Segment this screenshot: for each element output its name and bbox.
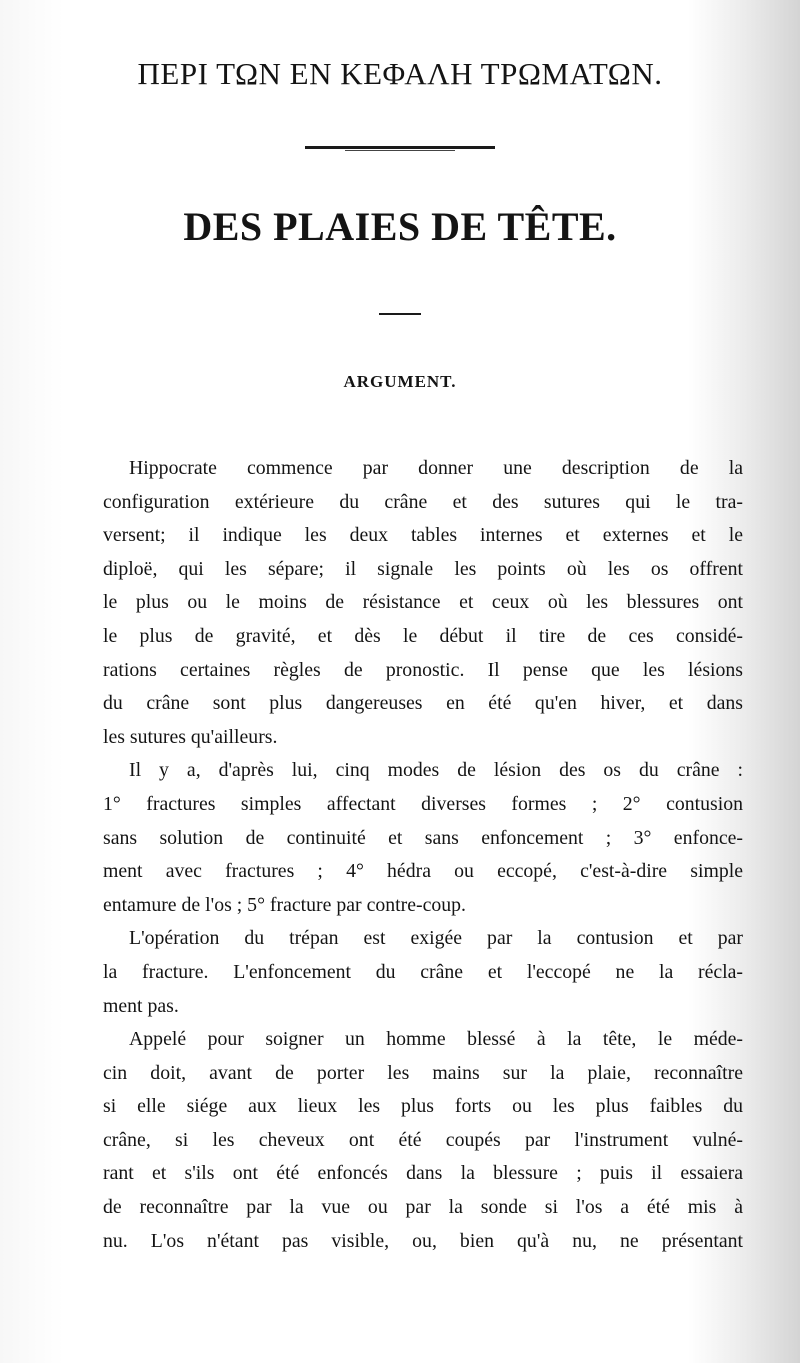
text-line: les sutures qu'ailleurs. <box>103 725 278 748</box>
text-line: rant et s'ils ont été enfoncés dans la blessure ; puis il essaiera <box>103 1162 743 1185</box>
text-line: Hippocrate commence par donner une description de la <box>129 457 743 479</box>
text-line: la fracture. L'enfoncement du crâne et l'eccopé ne la récla- <box>103 960 743 983</box>
chapter-title: DES PLAIES DE TÊTE. <box>183 204 617 249</box>
text-line: crâne, si les cheveux ont été coupés par l'instrument vulné- <box>103 1128 743 1151</box>
text-line: de reconnaître par la vue ou par la sonde si l'os a été mis à <box>103 1196 743 1219</box>
paragraph-4 <box>103 1023 743 1258</box>
paragraph-1 <box>103 452 743 754</box>
text-line: ment avec fractures ; 4° hédra ou eccopé, c'est-à-dire simple <box>103 860 743 883</box>
text-line: rations certaines règles de pronostic. Il pense que les lésions <box>103 658 743 681</box>
body-text <box>103 452 743 1258</box>
text-line: le plus ou le moins de résistance et ceux où les blessures ont <box>103 591 743 614</box>
argument-heading: ARGUMENT. <box>343 372 457 391</box>
text-line: du crâne sont plus dangereuses en été qu'en hiver, et dans <box>103 692 743 715</box>
text-line: Appelé pour soigner un homme blessé à la tête, le méde- <box>129 1028 743 1051</box>
text-line: Il y a, d'après lui, cinq modes de lésion des os du crâne : <box>129 759 743 782</box>
text-line: cin doit, avant de porter les mains sur la plaie, reconnaître <box>103 1061 743 1084</box>
text-line: si elle siége aux lieux les plus forts ou les plus faibles du <box>103 1095 743 1118</box>
paragraph-3 <box>103 922 743 1023</box>
paragraph-2 <box>103 754 743 922</box>
greek-title: ΠΕΡΙ ΤΩΝ ΕΝ ΚΕΦΑΛΗ ΤΡΩΜΑΤΩΝ. <box>137 56 663 91</box>
text-line: L'opération du trépan est exigée par la contusion et par <box>129 927 743 950</box>
text-line: nu. L'os n'étant pas visible, ou, bien qu'à nu, ne présentant <box>103 1229 743 1252</box>
text-line: diploë, qui les sépare; il signale les points où les os offrent <box>103 557 743 580</box>
short-separator-rule <box>379 313 421 315</box>
title-separator-rule <box>305 146 495 149</box>
text-line: configuration extérieure du crâne et des sutures qui le tra- <box>103 490 743 513</box>
text-line: le plus de gravité, et dès le début il tire de ces considé- <box>103 624 743 647</box>
text-line: ment pas. <box>103 994 179 1017</box>
text-line: 1° fractures simples affectant diverses formes ; 2° contusion <box>103 792 743 815</box>
text-line: entamure de l'os ; 5° fracture par contre-coup. <box>103 893 466 916</box>
text-line: versent; il indique les deux tables internes et externes et le <box>103 524 743 547</box>
text-line: sans solution de continuité et sans enfoncement ; 3° enfonce- <box>103 826 743 849</box>
